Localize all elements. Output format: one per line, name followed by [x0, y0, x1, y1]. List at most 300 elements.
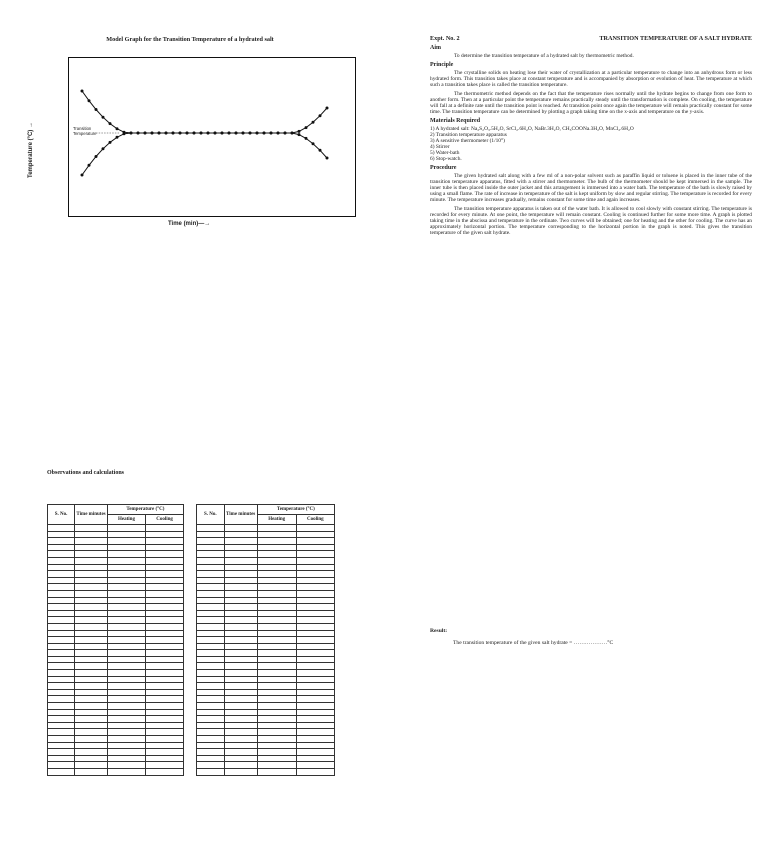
table-cell[interactable]: [107, 630, 145, 637]
table-cell[interactable]: [224, 604, 257, 611]
table-cell[interactable]: [107, 584, 145, 591]
table-cell[interactable]: [257, 557, 296, 564]
table-cell[interactable]: [75, 762, 108, 769]
table-cell[interactable]: [75, 768, 108, 775]
table-cell[interactable]: [48, 736, 75, 743]
table-cell[interactable]: [75, 564, 108, 571]
table-cell[interactable]: [257, 617, 296, 624]
table-cell[interactable]: [296, 650, 334, 657]
table-cell[interactable]: [48, 597, 75, 604]
table-cell[interactable]: [197, 564, 225, 571]
table-cell[interactable]: [146, 637, 184, 644]
table-cell[interactable]: [197, 557, 225, 564]
table-cell[interactable]: [224, 656, 257, 663]
table-cell[interactable]: [75, 617, 108, 624]
table-cell[interactable]: [75, 557, 108, 564]
table-cell[interactable]: [75, 623, 108, 630]
table-cell[interactable]: [257, 749, 296, 756]
table-cell[interactable]: [257, 722, 296, 729]
table-cell[interactable]: [75, 610, 108, 617]
table-cell[interactable]: [107, 716, 145, 723]
table-cell[interactable]: [146, 716, 184, 723]
table-cell[interactable]: [146, 670, 184, 677]
table-cell[interactable]: [48, 590, 75, 597]
table-cell[interactable]: [146, 656, 184, 663]
table-cell[interactable]: [296, 703, 334, 710]
table-cell[interactable]: [75, 722, 108, 729]
table-cell[interactable]: [257, 703, 296, 710]
table-cell[interactable]: [48, 703, 75, 710]
table-cell[interactable]: [224, 736, 257, 743]
table-cell[interactable]: [146, 762, 184, 769]
table-cell[interactable]: [146, 590, 184, 597]
table-cell[interactable]: [75, 637, 108, 644]
table-cell[interactable]: [48, 749, 75, 756]
table-cell[interactable]: [48, 630, 75, 637]
table-cell[interactable]: [107, 557, 145, 564]
table-cell[interactable]: [197, 696, 225, 703]
table-cell[interactable]: [224, 749, 257, 756]
table-cell[interactable]: [257, 736, 296, 743]
table-cell[interactable]: [197, 676, 225, 683]
table-cell[interactable]: [146, 551, 184, 558]
table-cell[interactable]: [48, 716, 75, 723]
table-cell[interactable]: [48, 676, 75, 683]
table-cell[interactable]: [257, 670, 296, 677]
table-cell[interactable]: [197, 749, 225, 756]
table-cell[interactable]: [296, 716, 334, 723]
table-cell[interactable]: [146, 703, 184, 710]
table-cell[interactable]: [224, 729, 257, 736]
table-cell[interactable]: [224, 670, 257, 677]
table-cell[interactable]: [257, 768, 296, 775]
table-cell[interactable]: [146, 571, 184, 578]
table-cell[interactable]: [197, 623, 225, 630]
table-cell[interactable]: [257, 551, 296, 558]
table-cell[interactable]: [107, 696, 145, 703]
table-cell[interactable]: [296, 544, 334, 551]
table-cell[interactable]: [296, 689, 334, 696]
table-cell[interactable]: [197, 722, 225, 729]
table-cell[interactable]: [296, 696, 334, 703]
table-cell[interactable]: [75, 650, 108, 657]
table-cell[interactable]: [75, 689, 108, 696]
table-cell[interactable]: [197, 637, 225, 644]
table-cell[interactable]: [75, 656, 108, 663]
table-cell[interactable]: [48, 670, 75, 677]
table-cell[interactable]: [107, 722, 145, 729]
table-cell[interactable]: [296, 736, 334, 743]
table-cell[interactable]: [107, 623, 145, 630]
table-cell[interactable]: [224, 590, 257, 597]
table-cell[interactable]: [224, 557, 257, 564]
table-cell[interactable]: [107, 663, 145, 670]
table-cell[interactable]: [296, 577, 334, 584]
table-cell[interactable]: [197, 538, 225, 545]
table-cell[interactable]: [75, 525, 108, 532]
table-cell[interactable]: [197, 729, 225, 736]
table-cell[interactable]: [224, 584, 257, 591]
table-cell[interactable]: [107, 656, 145, 663]
table-cell[interactable]: [296, 610, 334, 617]
table-cell[interactable]: [224, 610, 257, 617]
table-cell[interactable]: [146, 584, 184, 591]
table-cell[interactable]: [257, 623, 296, 630]
table-cell[interactable]: [146, 729, 184, 736]
table-cell[interactable]: [107, 564, 145, 571]
table-cell[interactable]: [197, 571, 225, 578]
table-cell[interactable]: [146, 755, 184, 762]
table-cell[interactable]: [197, 689, 225, 696]
table-cell[interactable]: [224, 768, 257, 775]
table-cell[interactable]: [48, 768, 75, 775]
table-cell[interactable]: [48, 696, 75, 703]
table-cell[interactable]: [197, 577, 225, 584]
table-cell[interactable]: [75, 577, 108, 584]
table-cell[interactable]: [146, 643, 184, 650]
table-cell[interactable]: [48, 571, 75, 578]
table-cell[interactable]: [48, 643, 75, 650]
table-cell[interactable]: [257, 544, 296, 551]
table-cell[interactable]: [107, 650, 145, 657]
table-cell[interactable]: [75, 676, 108, 683]
table-cell[interactable]: [48, 623, 75, 630]
table-cell[interactable]: [197, 755, 225, 762]
table-cell[interactable]: [224, 623, 257, 630]
table-cell[interactable]: [224, 703, 257, 710]
table-cell[interactable]: [296, 557, 334, 564]
table-cell[interactable]: [107, 755, 145, 762]
table-cell[interactable]: [146, 650, 184, 657]
table-cell[interactable]: [146, 617, 184, 624]
table-cell[interactable]: [224, 663, 257, 670]
table-cell[interactable]: [296, 604, 334, 611]
table-cell[interactable]: [197, 716, 225, 723]
table-cell[interactable]: [75, 584, 108, 591]
table-cell[interactable]: [48, 525, 75, 532]
table-cell[interactable]: [257, 564, 296, 571]
table-cell[interactable]: [146, 696, 184, 703]
table-cell[interactable]: [257, 656, 296, 663]
table-cell[interactable]: [107, 683, 145, 690]
table-cell[interactable]: [146, 597, 184, 604]
table-cell[interactable]: [48, 610, 75, 617]
table-cell[interactable]: [75, 709, 108, 716]
table-cell[interactable]: [197, 604, 225, 611]
table-cell[interactable]: [107, 676, 145, 683]
table-cell[interactable]: [224, 538, 257, 545]
table-cell[interactable]: [296, 597, 334, 604]
table-cell[interactable]: [75, 571, 108, 578]
table-cell[interactable]: [296, 742, 334, 749]
table-cell[interactable]: [224, 650, 257, 657]
table-cell[interactable]: [257, 610, 296, 617]
table-cell[interactable]: [146, 525, 184, 532]
table-cell[interactable]: [296, 643, 334, 650]
table-cell[interactable]: [257, 676, 296, 683]
table-cell[interactable]: [197, 544, 225, 551]
table-cell[interactable]: [48, 729, 75, 736]
table-cell[interactable]: [257, 637, 296, 644]
table-cell[interactable]: [197, 617, 225, 624]
table-cell[interactable]: [107, 525, 145, 532]
table-cell[interactable]: [48, 656, 75, 663]
table-cell[interactable]: [296, 637, 334, 644]
table-cell[interactable]: [48, 557, 75, 564]
table-cell[interactable]: [146, 749, 184, 756]
table-cell[interactable]: [224, 597, 257, 604]
table-cell[interactable]: [197, 650, 225, 657]
table-cell[interactable]: [75, 531, 108, 538]
table-cell[interactable]: [107, 597, 145, 604]
table-cell[interactable]: [296, 564, 334, 571]
table-cell[interactable]: [257, 571, 296, 578]
table-cell[interactable]: [197, 610, 225, 617]
table-cell[interactable]: [107, 590, 145, 597]
table-cell[interactable]: [224, 564, 257, 571]
table-cell[interactable]: [48, 762, 75, 769]
table-cell[interactable]: [75, 630, 108, 637]
table-cell[interactable]: [146, 630, 184, 637]
table-cell[interactable]: [257, 525, 296, 532]
table-cell[interactable]: [197, 584, 225, 591]
table-cell[interactable]: [146, 564, 184, 571]
table-cell[interactable]: [107, 551, 145, 558]
table-cell[interactable]: [75, 551, 108, 558]
table-cell[interactable]: [197, 663, 225, 670]
table-cell[interactable]: [224, 577, 257, 584]
table-cell[interactable]: [257, 650, 296, 657]
table-cell[interactable]: [224, 742, 257, 749]
table-cell[interactable]: [296, 768, 334, 775]
table-cell[interactable]: [197, 742, 225, 749]
table-cell[interactable]: [107, 643, 145, 650]
table-cell[interactable]: [48, 689, 75, 696]
table-cell[interactable]: [75, 683, 108, 690]
table-cell[interactable]: [224, 544, 257, 551]
table-cell[interactable]: [48, 531, 75, 538]
table-cell[interactable]: [257, 696, 296, 703]
table-cell[interactable]: [296, 663, 334, 670]
table-cell[interactable]: [48, 722, 75, 729]
table-cell[interactable]: [257, 643, 296, 650]
table-cell[interactable]: [224, 571, 257, 578]
table-cell[interactable]: [224, 531, 257, 538]
table-cell[interactable]: [296, 709, 334, 716]
table-cell[interactable]: [75, 590, 108, 597]
table-cell[interactable]: [257, 689, 296, 696]
table-cell[interactable]: [197, 709, 225, 716]
table-cell[interactable]: [197, 643, 225, 650]
table-cell[interactable]: [107, 670, 145, 677]
table-cell[interactable]: [296, 670, 334, 677]
table-cell[interactable]: [48, 604, 75, 611]
table-cell[interactable]: [107, 736, 145, 743]
table-cell[interactable]: [75, 736, 108, 743]
table-cell[interactable]: [146, 538, 184, 545]
table-cell[interactable]: [48, 755, 75, 762]
table-cell[interactable]: [75, 696, 108, 703]
table-cell[interactable]: [257, 762, 296, 769]
table-cell[interactable]: [107, 604, 145, 611]
table-cell[interactable]: [296, 584, 334, 591]
table-cell[interactable]: [75, 643, 108, 650]
table-cell[interactable]: [224, 696, 257, 703]
table-cell[interactable]: [296, 683, 334, 690]
table-cell[interactable]: [257, 709, 296, 716]
table-cell[interactable]: [296, 525, 334, 532]
table-cell[interactable]: [146, 577, 184, 584]
table-cell[interactable]: [107, 577, 145, 584]
table-cell[interactable]: [48, 650, 75, 657]
table-cell[interactable]: [75, 670, 108, 677]
table-cell[interactable]: [75, 703, 108, 710]
table-cell[interactable]: [197, 531, 225, 538]
table-cell[interactable]: [75, 749, 108, 756]
table-cell[interactable]: [296, 531, 334, 538]
table-cell[interactable]: [107, 729, 145, 736]
table-cell[interactable]: [146, 689, 184, 696]
table-cell[interactable]: [197, 762, 225, 769]
table-cell[interactable]: [146, 722, 184, 729]
table-cell[interactable]: [224, 637, 257, 644]
table-cell[interactable]: [146, 742, 184, 749]
table-cell[interactable]: [224, 709, 257, 716]
table-cell[interactable]: [146, 768, 184, 775]
table-cell[interactable]: [197, 590, 225, 597]
table-cell[interactable]: [75, 538, 108, 545]
table-cell[interactable]: [75, 742, 108, 749]
table-cell[interactable]: [107, 742, 145, 749]
table-cell[interactable]: [197, 670, 225, 677]
table-cell[interactable]: [257, 755, 296, 762]
table-cell[interactable]: [296, 722, 334, 729]
table-cell[interactable]: [257, 604, 296, 611]
table-cell[interactable]: [48, 584, 75, 591]
table-cell[interactable]: [107, 703, 145, 710]
table-cell[interactable]: [146, 709, 184, 716]
table-cell[interactable]: [197, 597, 225, 604]
table-cell[interactable]: [48, 663, 75, 670]
table-cell[interactable]: [197, 703, 225, 710]
table-cell[interactable]: [296, 538, 334, 545]
table-cell[interactable]: [224, 643, 257, 650]
table-cell[interactable]: [296, 729, 334, 736]
table-cell[interactable]: [146, 604, 184, 611]
table-cell[interactable]: [107, 544, 145, 551]
table-cell[interactable]: [146, 676, 184, 683]
table-cell[interactable]: [48, 544, 75, 551]
table-cell[interactable]: [48, 564, 75, 571]
table-cell[interactable]: [146, 557, 184, 564]
table-cell[interactable]: [296, 617, 334, 624]
table-cell[interactable]: [107, 610, 145, 617]
table-cell[interactable]: [224, 683, 257, 690]
table-cell[interactable]: [75, 604, 108, 611]
table-cell[interactable]: [296, 755, 334, 762]
table-cell[interactable]: [197, 525, 225, 532]
table-cell[interactable]: [257, 742, 296, 749]
table-cell[interactable]: [257, 630, 296, 637]
table-cell[interactable]: [107, 689, 145, 696]
table-cell[interactable]: [48, 577, 75, 584]
table-cell[interactable]: [296, 676, 334, 683]
table-cell[interactable]: [48, 742, 75, 749]
table-cell[interactable]: [146, 683, 184, 690]
table-cell[interactable]: [146, 544, 184, 551]
table-cell[interactable]: [296, 749, 334, 756]
table-cell[interactable]: [107, 531, 145, 538]
table-cell[interactable]: [75, 755, 108, 762]
table-cell[interactable]: [224, 689, 257, 696]
table-cell[interactable]: [48, 551, 75, 558]
table-cell[interactable]: [48, 683, 75, 690]
table-cell[interactable]: [257, 597, 296, 604]
table-cell[interactable]: [75, 729, 108, 736]
table-cell[interactable]: [146, 623, 184, 630]
table-cell[interactable]: [224, 676, 257, 683]
table-cell[interactable]: [257, 729, 296, 736]
table-cell[interactable]: [48, 617, 75, 624]
table-cell[interactable]: [197, 768, 225, 775]
table-cell[interactable]: [257, 584, 296, 591]
table-cell[interactable]: [224, 617, 257, 624]
table-cell[interactable]: [296, 571, 334, 578]
table-cell[interactable]: [296, 551, 334, 558]
table-cell[interactable]: [197, 630, 225, 637]
table-cell[interactable]: [296, 656, 334, 663]
table-cell[interactable]: [224, 762, 257, 769]
table-cell[interactable]: [75, 597, 108, 604]
table-cell[interactable]: [257, 531, 296, 538]
table-cell[interactable]: [224, 525, 257, 532]
table-cell[interactable]: [107, 637, 145, 644]
table-cell[interactable]: [48, 637, 75, 644]
table-cell[interactable]: [146, 736, 184, 743]
table-cell[interactable]: [107, 571, 145, 578]
table-cell[interactable]: [48, 709, 75, 716]
table-cell[interactable]: [107, 709, 145, 716]
table-cell[interactable]: [146, 663, 184, 670]
table-cell[interactable]: [257, 716, 296, 723]
table-cell[interactable]: [197, 551, 225, 558]
table-cell[interactable]: [107, 762, 145, 769]
table-cell[interactable]: [257, 538, 296, 545]
table-cell[interactable]: [75, 544, 108, 551]
table-cell[interactable]: [257, 577, 296, 584]
table-cell[interactable]: [48, 538, 75, 545]
table-cell[interactable]: [257, 683, 296, 690]
table-cell[interactable]: [296, 630, 334, 637]
table-cell[interactable]: [224, 755, 257, 762]
table-cell[interactable]: [224, 722, 257, 729]
table-cell[interactable]: [296, 590, 334, 597]
table-cell[interactable]: [107, 768, 145, 775]
table-cell[interactable]: [224, 716, 257, 723]
table-cell[interactable]: [296, 623, 334, 630]
table-cell[interactable]: [197, 736, 225, 743]
table-cell[interactable]: [257, 590, 296, 597]
table-cell[interactable]: [197, 683, 225, 690]
table-cell[interactable]: [75, 663, 108, 670]
table-cell[interactable]: [107, 538, 145, 545]
table-cell[interactable]: [197, 656, 225, 663]
table-cell[interactable]: [257, 663, 296, 670]
table-cell[interactable]: [224, 551, 257, 558]
table-cell[interactable]: [224, 630, 257, 637]
table-cell[interactable]: [296, 762, 334, 769]
table-cell[interactable]: [107, 617, 145, 624]
